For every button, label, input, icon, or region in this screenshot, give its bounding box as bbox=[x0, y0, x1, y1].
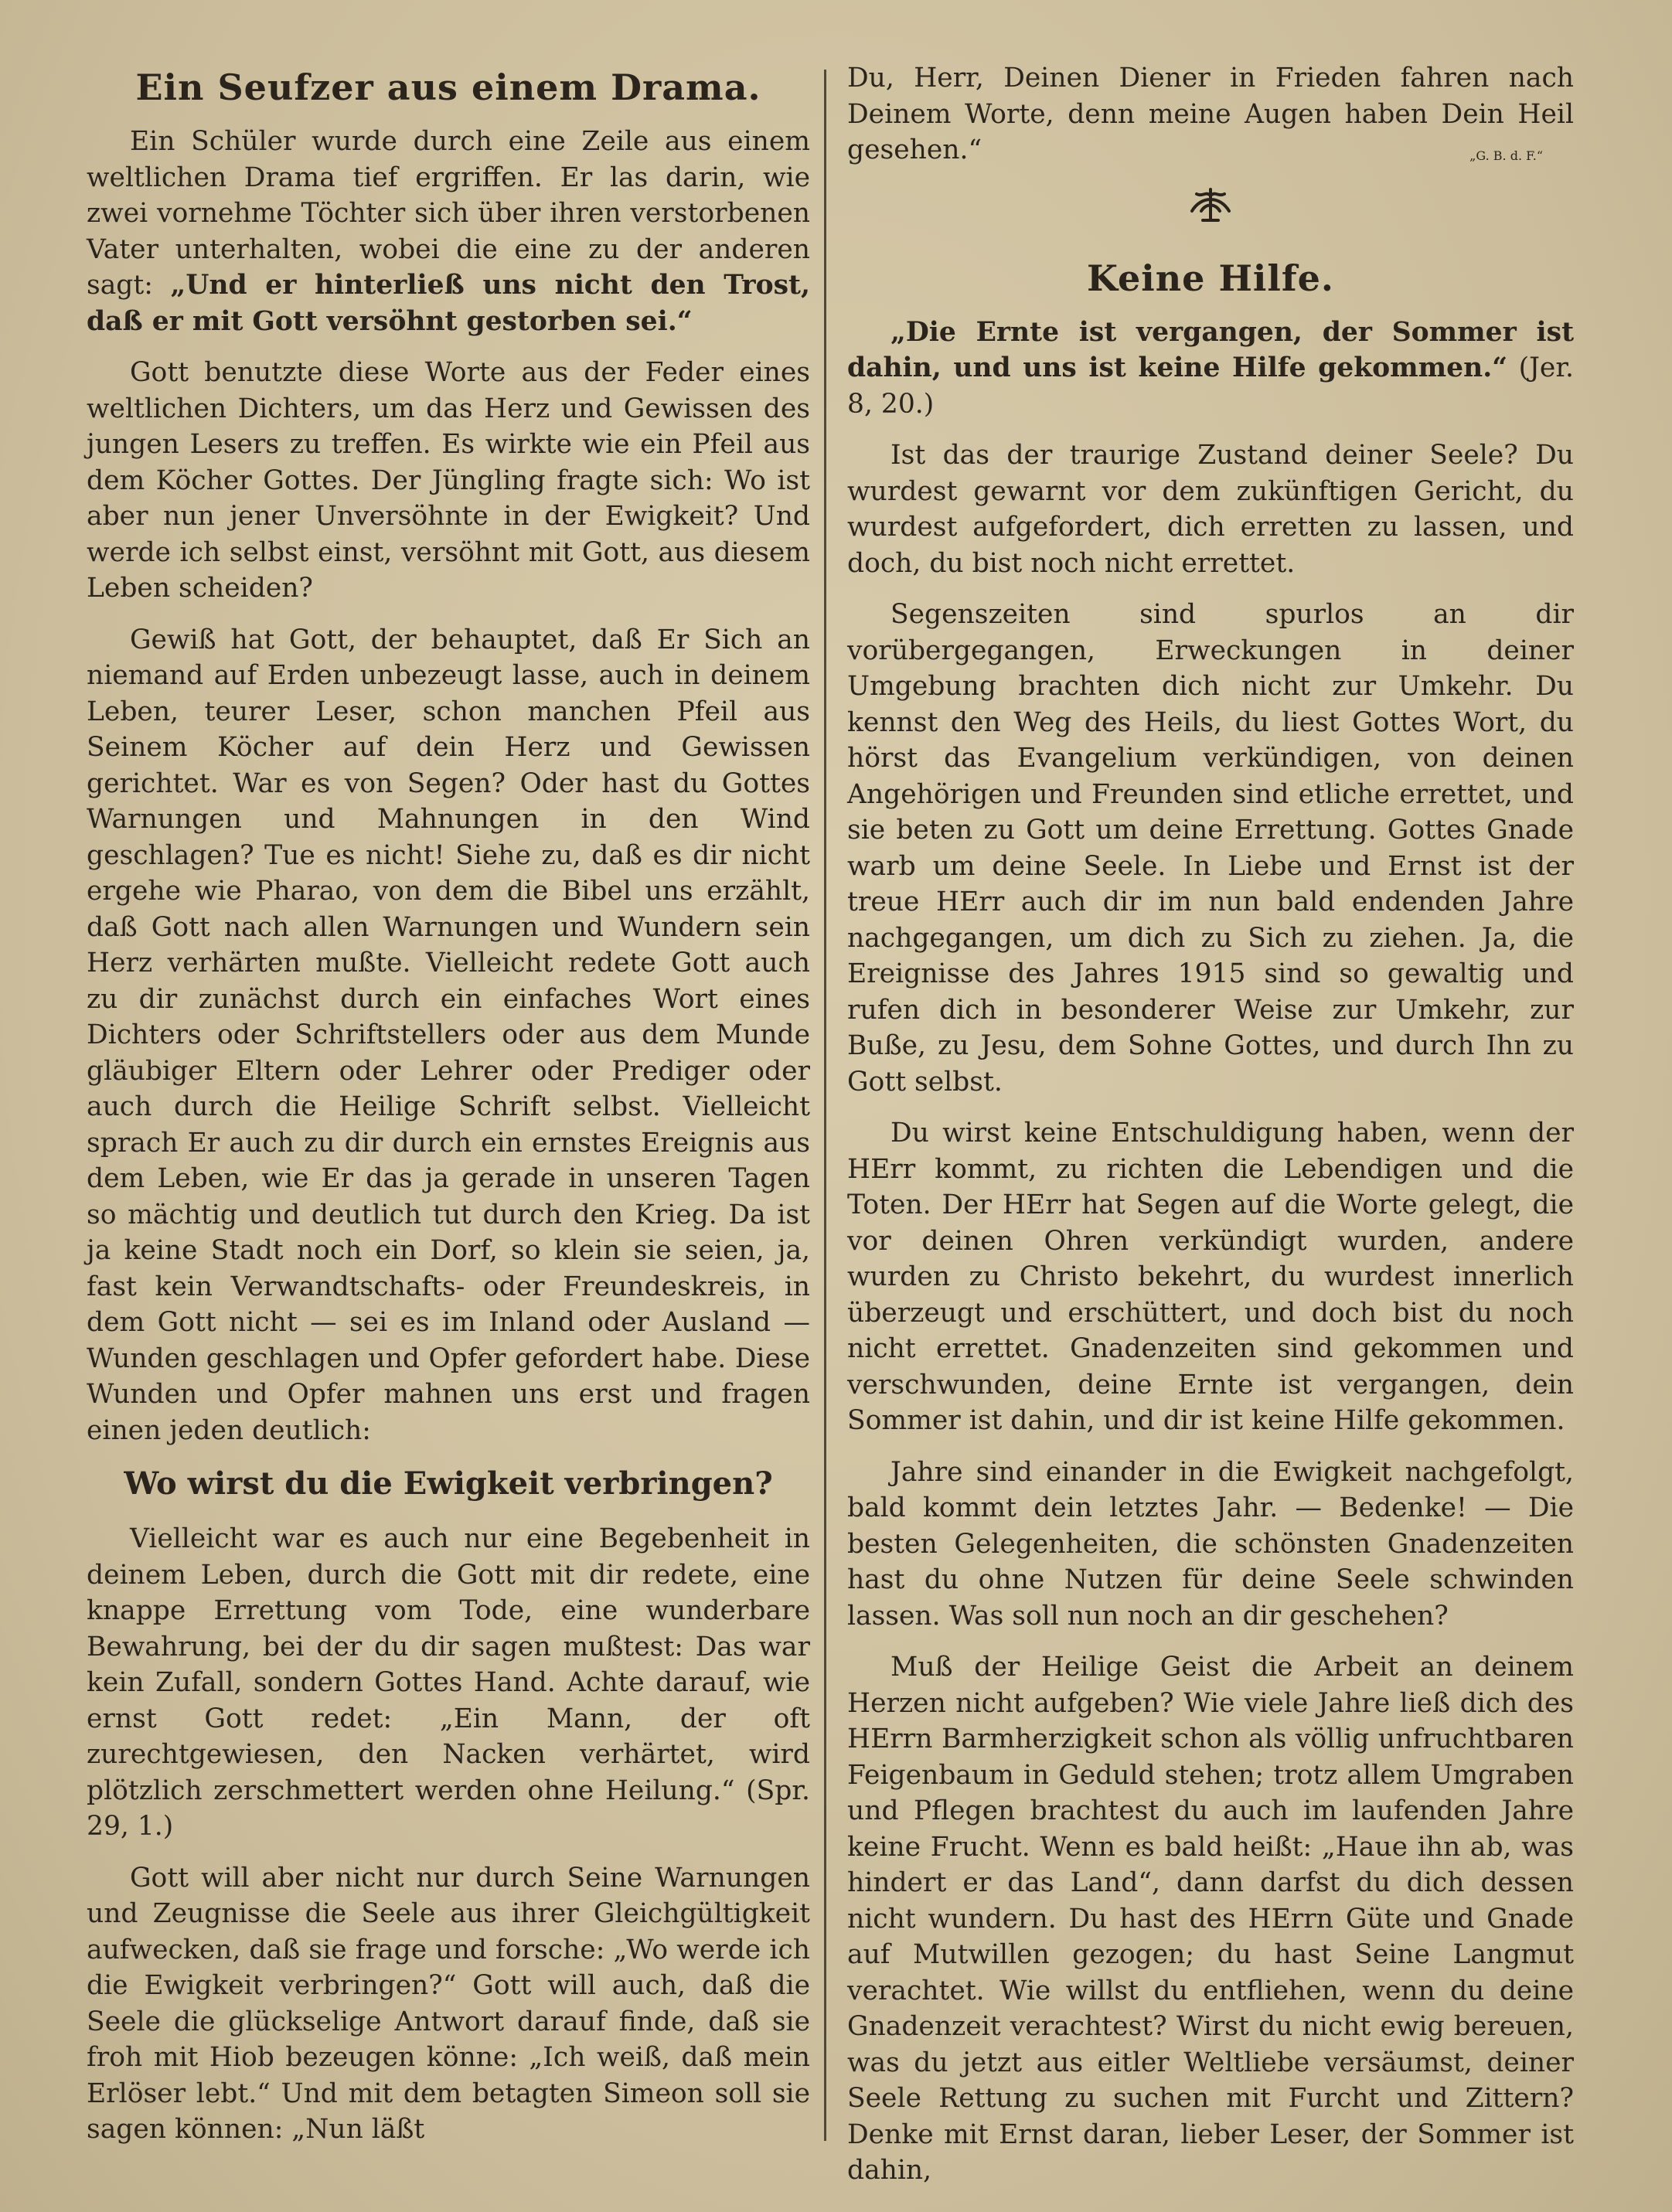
subheading-ewigkeit: Wo wirst du die Ewigkeit verbringen? bbox=[124, 1465, 773, 1502]
paragraph: Ist das der traurige Zustand deiner Seele? Du wurdest gewarnt vor dem zukünftigen Gericht, du wurdest aufgefordert, dich erretten zu lassen, und doch, du bist noch nicht errettet. bbox=[847, 440, 1574, 579]
paragraph: Du wirst keine Entschuldigung haben, wenn der HErr kommt, zu richten die Lebendigen und die Toten. Der HErr hat Segen auf die Worte gelegt, die vor deinen Ohren verkündigt wurden, andere wurden zu Christo bekehrt, du wurdest innerlich überzeugt und erschüttert, und doch bist du noch nicht errettet. Gnadenzeiten sind gekommen und verschwunden, deine Ernte ist vergangen, dein Sommer ist dahin, und dir ist keine Hilfe gekommen. bbox=[847, 1118, 1574, 1436]
article-title-keine-hilfe: Keine Hilfe. bbox=[1087, 257, 1334, 299]
epigraph-reference: (Jer. 8, 20.) bbox=[847, 352, 1575, 420]
column-divider bbox=[824, 70, 826, 2141]
signature: „G. B. d. F.“ bbox=[1469, 148, 1543, 163]
paragraph: Vielleicht war es auch nur eine Begebenheit in deinem Leben, durch die Gott mit dir redete, eine knappe Errettung vom Tode, eine wunderbare Bewahrung, bei der du dir sagen mußtest: Das war kein Zufall, sondern Gottes Hand. Achte darauf, wie ernst Gott redet: „Ein Mann, der oft zurechtgewiesen, den Nacken verhärtet, wird plötzlich zerschmettert werden ohne Heilung.“ (Spr. 29, 1.) bbox=[87, 1523, 810, 1842]
paragraph: Gott benutzte diese Worte aus der Feder eines weltlichen Dichters, um das Herz und Gewissen des jungen Lesers zu treffen. Es wirkte wie ein Pfeil aus dem Köcher Gottes. Der Jüngling fragte sich: Wo ist aber nun jener Unversöhnte in der Ewigkeit? Und werde ich selbst einst, versöhnt mit Gott, aus diesem Leben scheiden? bbox=[87, 357, 810, 604]
right-column bbox=[847, 60, 1574, 2204]
epigraph bbox=[847, 315, 1574, 423]
paragraph: Muß der Heilige Geist die Arbeit an deinem Herzen nicht aufgeben? Wie viele Jahre ließ dich des HErrn Barmherzigkeit schon als völlig unfruchtbaren Feigenbaum in Geduld stehen; trotz allem Umgraben und Pflegen brachtest du auch im laufenden Jahre keine Frucht. Wenn es bald heißt: „Haue ihn ab, was hindert er das Land“, dann darfst du dich dessen nicht wundern. Du hast des HErrn Güte und Gnade auf Mutwillen gezogen; du hast Seine Langmut verachtet. Wie willst du entfliehen, wenn du deine Gnadenzeit verachtest? Wirst du nicht ewig bereuen, was du jetzt aus eitler Weltliebe versäumst, deiner Seele Rettung zu suchen mit Furcht und Zittern? Denke mit Ernst daran, lieber Leser, der Sommer ist dahin, bbox=[847, 1652, 1574, 2186]
paragraph-continuation: Du, Herr, Deinen Diener in Frieden fahren nach Deinem Worte, denn meine Augen haben Dein Heil gesehen.“ bbox=[847, 63, 1574, 165]
epigraph-quote: „Die Ernte ist vergangen, der Sommer ist dahin, und uns ist keine Hilfe gekommen.“ bbox=[847, 316, 1574, 383]
paragraph: Jahre sind einander in die Ewigkeit nachgefolgt, bald kommt dein letztes Jahr. — Bedenke! — Die besten Gelegenheiten, die schönsten Gnadenzeiten hast du ohne Nutzen für deine Seele schwinden lassen. Was soll nun noch an dir geschehen? bbox=[847, 1456, 1574, 1632]
bold-quote: „Und er hinterließ uns nicht den Trost, daß er mit Gott versöhnt gestorben sei.“ bbox=[87, 270, 810, 337]
fleuron-ornament bbox=[847, 180, 1574, 230]
paragraph: Ein Schüler wurde durch eine Zeile aus einem weltlichen Drama tief ergriffen. Er las darin, wie zwei vornehme Töchter sich über ihren verstorbenen Vater unterhalten, wobei die eine zu der anderen sagt: „Und er hinterließ uns nicht den Trost, daß er mit Gott versöhnt gestorben sei.“ bbox=[87, 126, 810, 337]
left-column bbox=[87, 54, 810, 2163]
paragraph: Segenszeiten sind spurlos an dir vorübergegangen, Erweckungen in deiner Umgebung brachten dich nicht zur Umkehr. Du kennst den Weg des Heils, du liest Gottes Wort, du hörst das Evangelium verkündigen, von deinen Angehörigen und Freunden sind etliche errettet, und sie beten zu Gott um deine Errettung. Gottes Gnade warb um deine Seele. In Liebe und Ernst ist der treue HErr auch dir im nun bald endenden Jahre nachgegangen, um dich zu Sich zu ziehen. Ja, die Ereignisse des Jahres 1915 sind so gewaltig und rufen dich in besonderer Weise zur Umkehr, zur Buße, zu Jesu, dem Sohne Gottes, und durch Ihn zu Gott selbst. bbox=[847, 599, 1574, 1097]
paragraph: Gewiß hat Gott, der behauptet, daß Er Sich an niemand auf Erden unbezeugt lasse, auch in deinem Leben, teurer Leser, schon manchen Pfeil aus Seinem Köcher auf dein Herz und Gewissen gerichtet. War es von Segen? Oder hast du Gottes Warnungen und Mahnungen in den Wind geschlagen? Tue es nicht! Siehe zu, daß es dir nicht ergehe wie Pharao, von dem die Bibel uns erzählt, daß Gott nach allen Warnungen und Wundern sein Herz verhärten mußte. Vielleicht redete Gott auch zu dir zunächst durch ein einfaches Wort eines Dichters oder Schriftstellers oder aus dem Munde gläubiger Eltern oder Lehrer oder Prediger oder auch durch die Heilige Schrift selbst. Vielleicht sprach Er auch zu dir durch ein ernstes Ereignis aus dem Leben, wie Er das ja gerade in unseren Tagen so mächtig und deutlich tut durch den Krieg. Da ist ja keine Stadt noch ein Dorf, so klein sie seien, ja, fast kein Verwandtschafts- oder Freundeskreis, in dem Gott nicht — sei es im Inland oder Ausland — Wunden geschlagen und Opfer gefordert habe. Diese Wunden und Opfer mahnen uns erst und fragen einen jeden deutlich: bbox=[87, 624, 810, 1446]
fleuron-icon bbox=[1186, 180, 1235, 230]
article-title-seufzer: Ein Seufzer aus einem Drama. bbox=[135, 66, 761, 108]
paragraph: Gott will aber nicht nur durch Seine Warnungen und Zeugnisse die Seele aus ihrer Gleichgültigkeit aufwecken, daß sie frage und forsche: „Wo werde ich die Ewigkeit verbringen?“ Gott will auch, daß die Seele die glückselige Antwort darauf finde, daß sie froh mit Hiob bezeugen könne: „Ich weiß, daß mein Erlöser lebt.“ Und mit dem betagten Simeon soll sie sagen können: „Nun läßt bbox=[87, 1862, 810, 2145]
